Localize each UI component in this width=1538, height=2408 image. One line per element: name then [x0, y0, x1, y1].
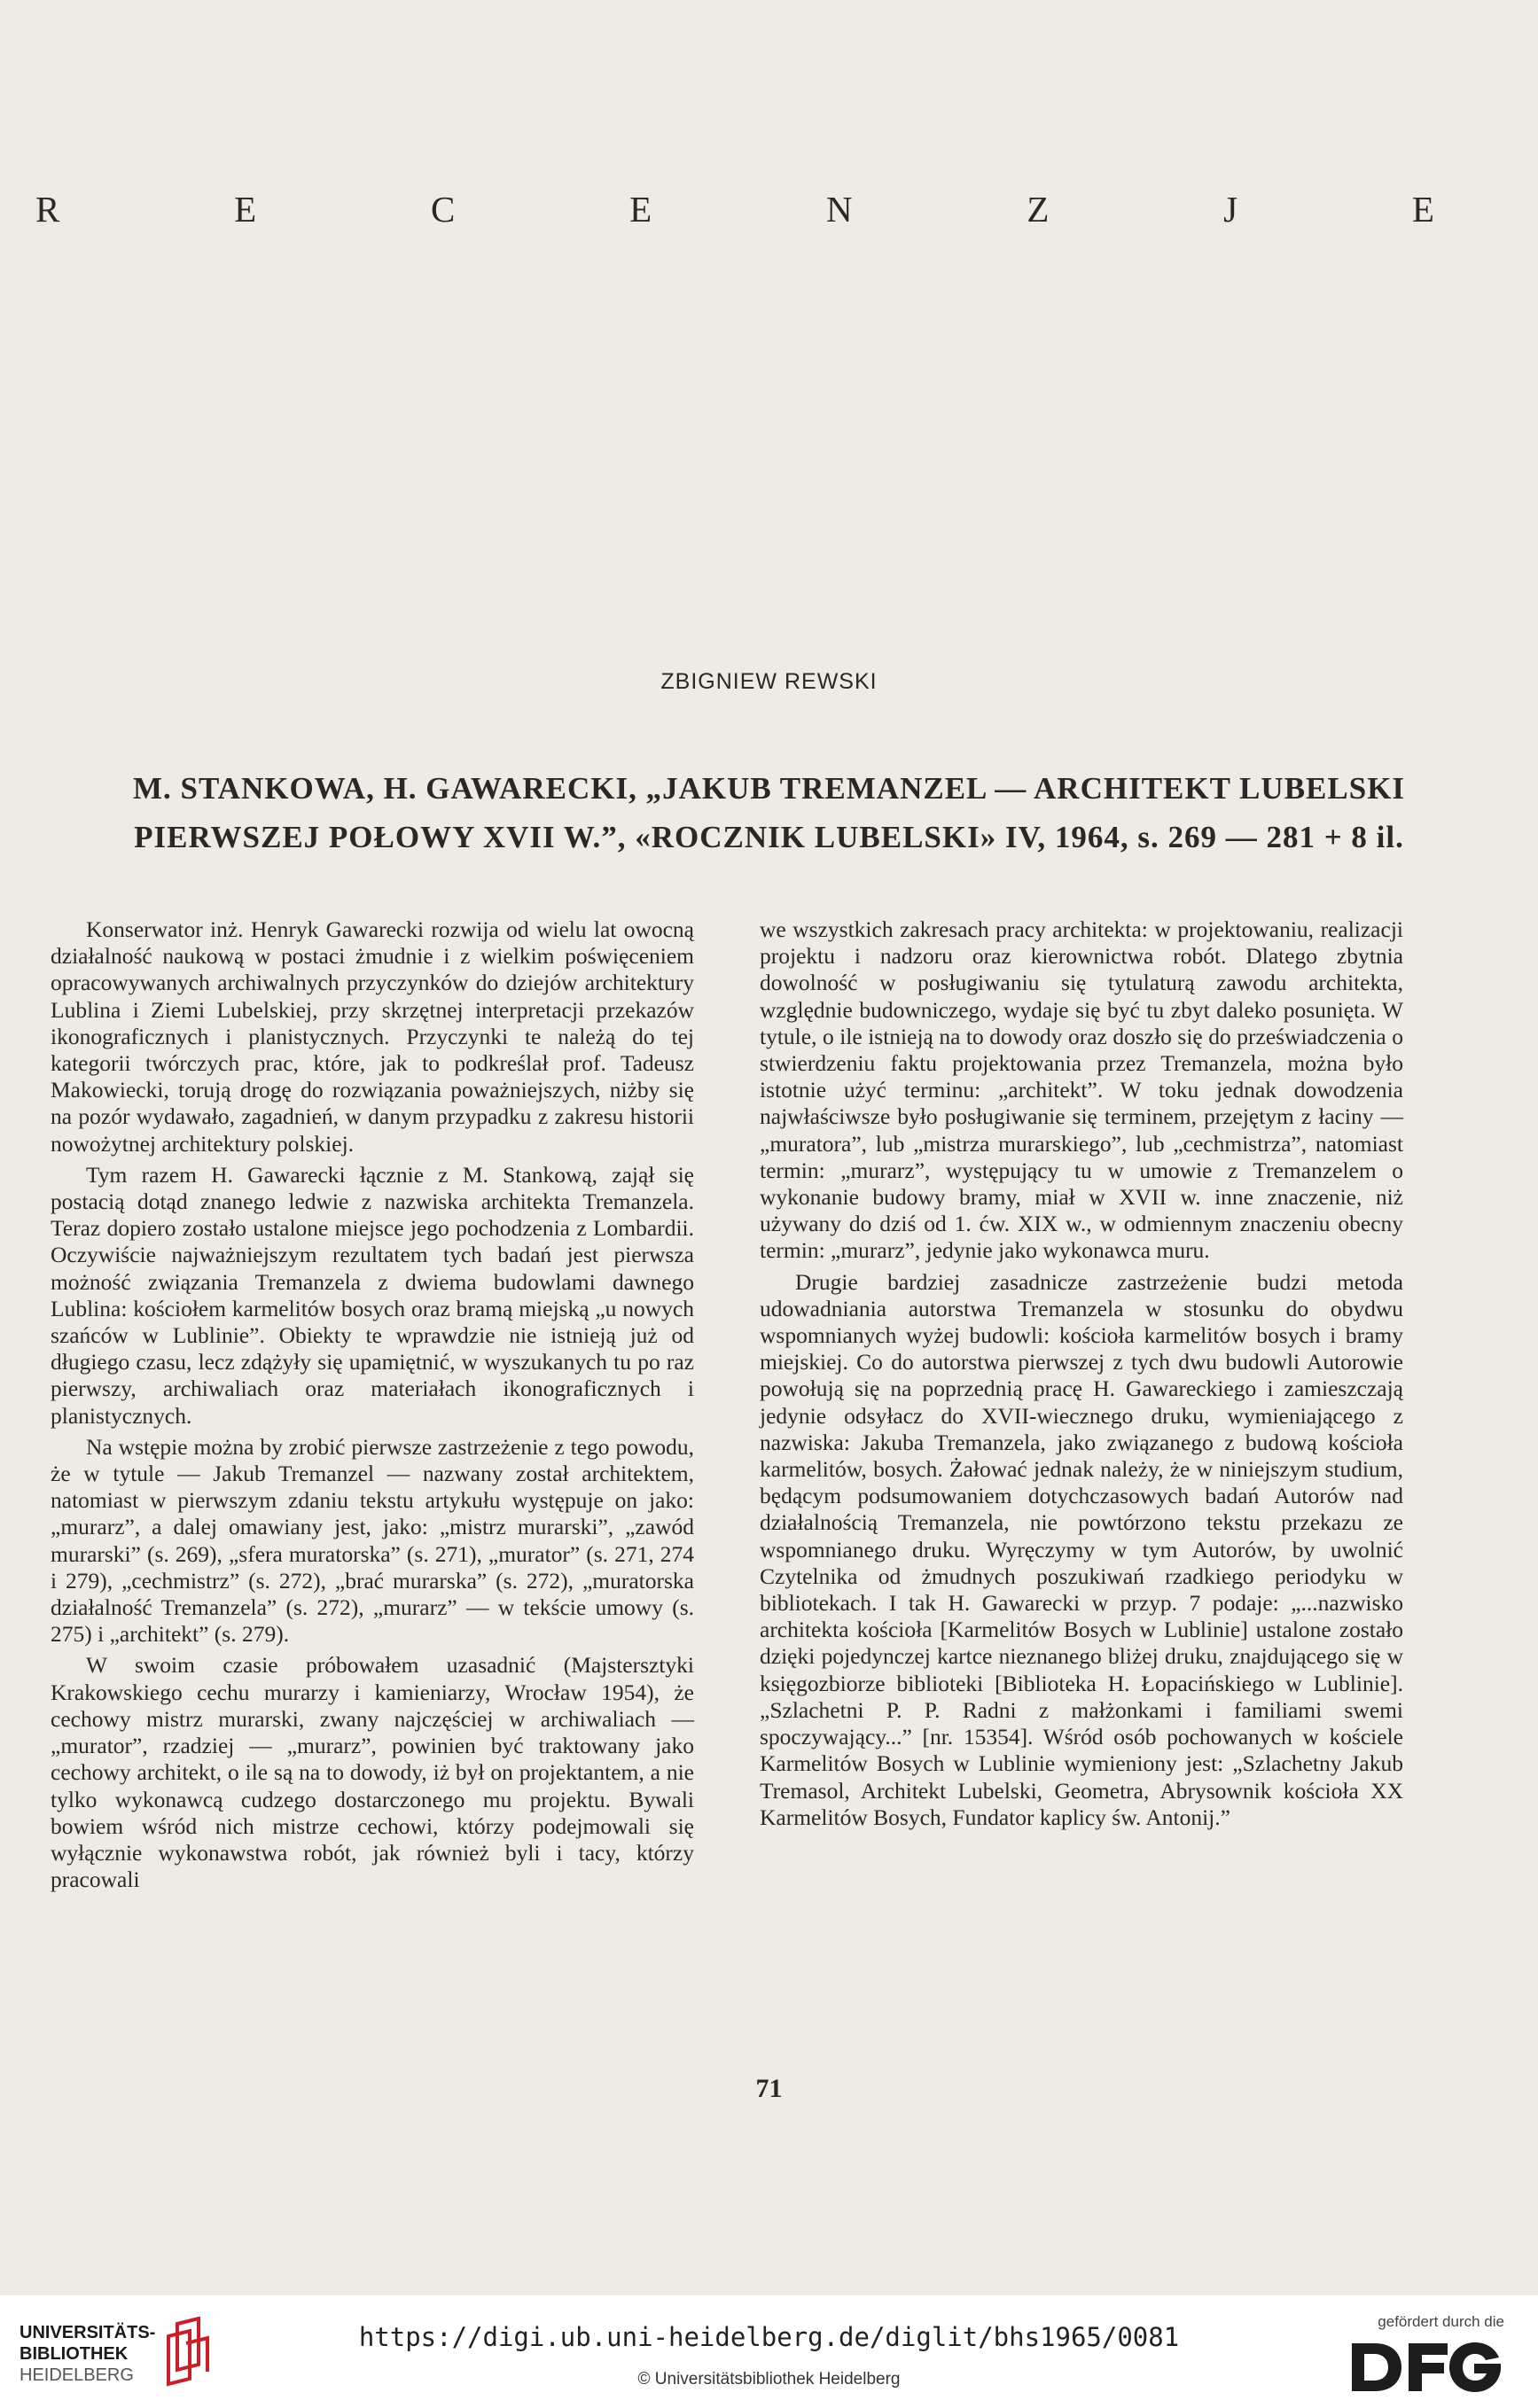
document-url-link[interactable]: https://digi.ub.uni-heidelberg.de/diglit/bhs1965/0081	[358, 2322, 1180, 2352]
review-author: ZBIGNIEW REWSKI	[660, 669, 878, 694]
footer-bar	[0, 2295, 1538, 2408]
right-text-column	[760, 916, 1403, 1835]
section-letter: R	[35, 189, 62, 230]
review-title-line-1: M. STANKOWA, H. GAWARECKI, „JAKUB TREMANZEL — ARCHITEKT LUBELSKI	[132, 771, 1406, 806]
section-letter: N	[825, 189, 855, 230]
page-number: 71	[755, 2074, 783, 2103]
paragraph: W swoim czasie próbowałem uzasadnić (Majstersztyki Krakowskiego cechu murarzy i kamieniarzy, Wrocław 1954), że cechowy mistrz murarski, zwany najczęściej w archiwaliach — „murator”, rzadziej — „murarz”, powinien być traktowany jako cechowy architekt, o ile są na to dowody, iż był on projektantem, a nie tylko wykonawcą cudzego dostarczonego mu projektu. Bywali bowiem wśród nich mistrze cechowi, którzy podejmowali się wyłącznie wykonawstwa robót, jak również byli i tacy, którzy pracowali	[51, 1652, 694, 1893]
copyright-text: © Universitätsbibliothek Heidelberg	[637, 2370, 901, 2389]
section-letter: J	[1223, 189, 1240, 230]
left-text-column	[51, 916, 694, 1898]
funder-block[interactable]	[1336, 2313, 1504, 2397]
review-title	[71, 764, 1467, 861]
section-letter: E	[1411, 189, 1436, 230]
paragraph: Tym razem H. Gawarecki łącznie z M. Stankową, zajął się postacią dotąd znanego ledwie z nazwiska architekta Tremanzela. Teraz dopiero zostało ustalone miejsce jego pochodzenia z Lombardii. Oczywiście najważniejszym rezultatem tych badań jest pierwsza możność związania Tremanzela z dwiema budowlami dawnego Lublina: kościołem karmelitów bosych oraz bramą miejską „u nowych szańców w Lublinie”. Obiekty te wprawdzie nie istnieją już od długiego czasu, lecz zdążyły się upamiętnić, w wyszukanych tu po raz pierwszy, archiwaliach oraz materiałach ikonograficznych i planistycznych.	[51, 1161, 694, 1429]
paragraph: Drugie bardziej zasadnicze zastrzeżenie budzi metoda udowadniania autorstwa Tremanzela w stosunku do obydwu wspomnianych wyżej budowli: kościoła karmelitów bosych i bramy miejskiej. Co do autorstwa pierwszej z tych dwu budowli Autorowie powołują się na poprzednią pracę H. Gawareckiego i zamieszczają jedynie odsyłacz do XVII-wiecznego druku, wymieniającego z nazwiska: Jakuba Tremanzela, jako związanego z budową kościoła karmelitów, bosych. Żałować jednak należy, że w niniejszym studium, będącym podsumowaniem dotychczasowych badań Autorów nad działalnością Tremanzela, nie powtórzono tekstu przekazu ze wspomnianego druku. Wyręczymy w tym Autorów, by uwolnić Czytelnika od żmudnych poszukiwań rzadkiego periodyku w bibliotekach. I tak H. Gawarecki w przyp. 7 podaje: „...nazwisko architekta kościoła [Karmelitów Bosych w Lublinie] ustalone zostało dzięki pojedynczej kartce nieznanego bliżej druku, znajdującego się w księgozbiorze biblioteki [Biblioteka H. Łopacińskiego w Lublinie].„Szlachetni P. P. Radni z małżonkami i familiami swemi spoczywający...” [nr. 15354]. Wśród osób pochowanych w kościele Karmelitów Bosych w Lublinie wymieniony jest: „Szlachetny Jakub Tremasol, Architekt Lubelski, Geometra, Abrysownik kościoła XX Karmelitów Bosych, Fundator kaplicy św. Antonij.”	[760, 1268, 1403, 1830]
section-letter: Z	[1027, 189, 1051, 230]
section-heading-recenzje	[35, 188, 1436, 230]
dfg-logo-icon	[1348, 2340, 1504, 2395]
section-letter: C	[430, 189, 457, 230]
paragraph: Na wstępie można by zrobić pierwsze zastrzeżenie z tego powodu, że w tytule — Jakub Tremanzel — nazwany został architektem, natomiast w pierwszym zdaniu tekstu artykułu występuje on jako: „murarz”, a dalej omawiany jest, jako: „mistrz murarski”, „zawód murarski” (s. 269), „sfera muratorska” (s. 271), „murator” (s. 271, 274 i 279), „cechmistrz” (s. 272), „brać murarska” (s. 272), „muratorska działalność Tremanzela” (s. 272), „murarz” — w tekście umowy (s. 275) i „architekt” (s. 279).	[51, 1433, 694, 1648]
paragraph: Konserwator inż. Henryk Gawarecki rozwija od wielu lat owocną działalność naukową w postaci żmudnie i z wielkim poświęceniem opracowywanych archiwalnych przyczynków do dziejów architektury Lublina i Ziemi Lubelskiej, przy skrzętnej interpretacji przekazów ikonograficznych i planistycznych. Przyczynki te należą do tej kategorii twórczych prac, które, jak to podkreślał prof. Tadeusz Makowiecki, torują drogę do rozwiązania poważniejszych, niżby się na pozór wydawało, zagadnień, w danym przypadku z zakresu historii nowożytnej architektury polskiej.	[51, 916, 694, 1157]
section-letter: E	[629, 189, 654, 230]
section-letter: E	[234, 189, 259, 230]
library-name-line: HEIDELBERG	[20, 2365, 134, 2385]
library-name-line: BIBLIOTHEK	[20, 2344, 129, 2364]
funding-note: gefördert durch die	[1378, 2313, 1504, 2330]
paragraph: we wszystkich zakresach pracy architekta: w projektowaniu, realizacji projektu i nadzoru oraz kierownictwa robót. Dlatego zbytnia dowolność w posługiwaniu się tytulaturą zawodu architekta, względnie budowniczego, wydaje się być tu zbyt daleko posunięta. W tytule, o ile istnieją na to dowody oraz doszło się do przeświadczenia o stwierdzeniu faktu projektowania przez Tremanzela, można było istotnie użyć terminu: „architekt”. W toku jednak dowodzenia najwłaściwsze było posługiwanie się terminem, przejętym z łaciny — „muratora”, lub „mistrza murarskiego”, lub „cechmistrza”, natomiast termin: „murarz”, występujący tu w umowie z Tremanzelem o wykonanie budowy bramy, miał w XVII w. inne znaczenie, niż używany do dziś od 1. ćw. XIX w., w odmiennym znaczeniu obecny termin: „murarz”, jedynie jako wykonawca muru.	[760, 916, 1403, 1264]
review-title-line-2: PIERWSZEJ POŁOWY XVII W.”, «ROCZNIK LUBELSKI» IV, 1964, s. 269 — 281 + 8 il.	[134, 820, 1404, 854]
library-name-line: UNIVERSITÄTS-	[20, 2323, 156, 2342]
